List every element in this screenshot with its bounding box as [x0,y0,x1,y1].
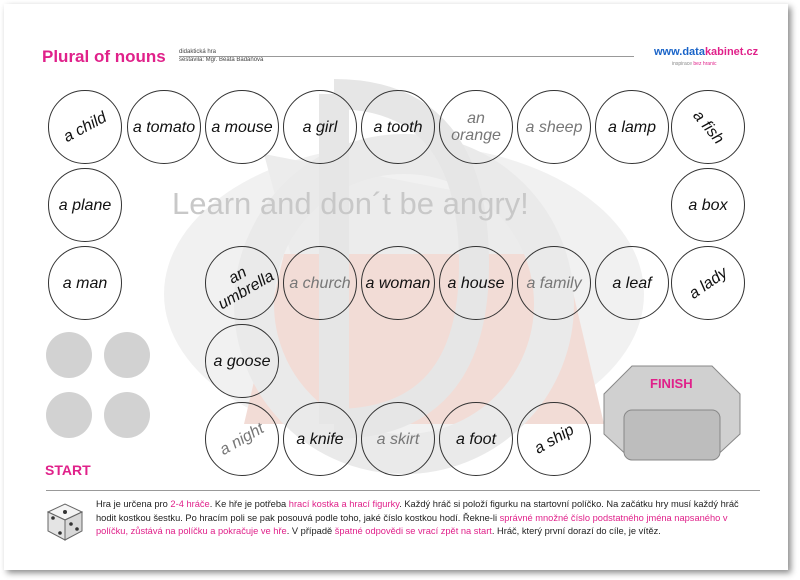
finish-label: FINISH [650,376,693,391]
start-label: START [45,462,91,478]
site-logo[interactable]: www.datakabinet.cz [654,46,759,58]
board-cell[interactable]: a fish [671,90,745,164]
board-cell[interactable]: a plane [48,168,122,242]
board-cell[interactable]: a church [283,246,357,320]
board-cell[interactable]: a skirt [361,402,435,476]
board-cell[interactable]: a tooth [361,90,435,164]
board-cell[interactable]: a man [48,246,122,320]
page-title: Plural of nouns [42,47,166,66]
board-cell[interactable]: a lamp [595,90,669,164]
board-cell[interactable]: a sheep [517,90,591,164]
board-cell[interactable]: a family [517,246,591,320]
start-token-slot[interactable] [46,332,92,378]
board-cell[interactable]: a box [671,168,745,242]
board-cell[interactable]: a tomato [127,90,201,164]
board-cell[interactable]: a girl [283,90,357,164]
board-cell[interactable]: a child [48,90,122,164]
header-divider [179,56,634,57]
author-label: sestavila: Mgr. Beáta Badáňová [179,57,264,63]
board-heading: Learn and don´t be angry! [172,186,529,221]
board-cell[interactable]: a woman [361,246,435,320]
board-cell[interactable]: a leaf [595,246,669,320]
board-cell[interactable]: a foot [439,402,513,476]
board-cell[interactable]: an umbrella [205,246,279,320]
start-token-slot[interactable] [104,392,150,438]
logo-tagline: inspirace bez hranic [672,61,717,67]
board-cell[interactable]: an orange [439,90,513,164]
start-token-slot[interactable] [46,392,92,438]
board-cell[interactable]: a house [439,246,513,320]
board-cell[interactable]: a goose [205,324,279,398]
board-cell[interactable]: a ship [517,402,591,476]
footer-divider [46,490,760,491]
board-cell[interactable]: a mouse [205,90,279,164]
game-type-label: didaktická hra [179,49,217,55]
board-cell[interactable]: a night [205,402,279,476]
board-cell[interactable]: a lady [671,246,745,320]
start-token-slot[interactable] [104,332,150,378]
dice-icon [44,500,86,542]
game-sheet [4,4,788,570]
game-rules: Hra je určena pro 2-4 hráče. Ke hře je potřeba hrací kostka a hrací figurky. Každý hráč si položí figurku na startovní políčko. Na začátku hry musí každý hráč hodit kostkou šestku. Po hracím poli se pak posouvá podle toho, jaké číslo kostkou hodí. Řekne-li správné množné číslo podstatného jména napsaného v políčku, zůstává na políčku a pokračuje ve hře. V případě špatné odpovědi se vrací zpět na start. Hráč, který první dorazí do cíle, je vítěz. [96,499,739,536]
board-cell[interactable]: a knife [283,402,357,476]
